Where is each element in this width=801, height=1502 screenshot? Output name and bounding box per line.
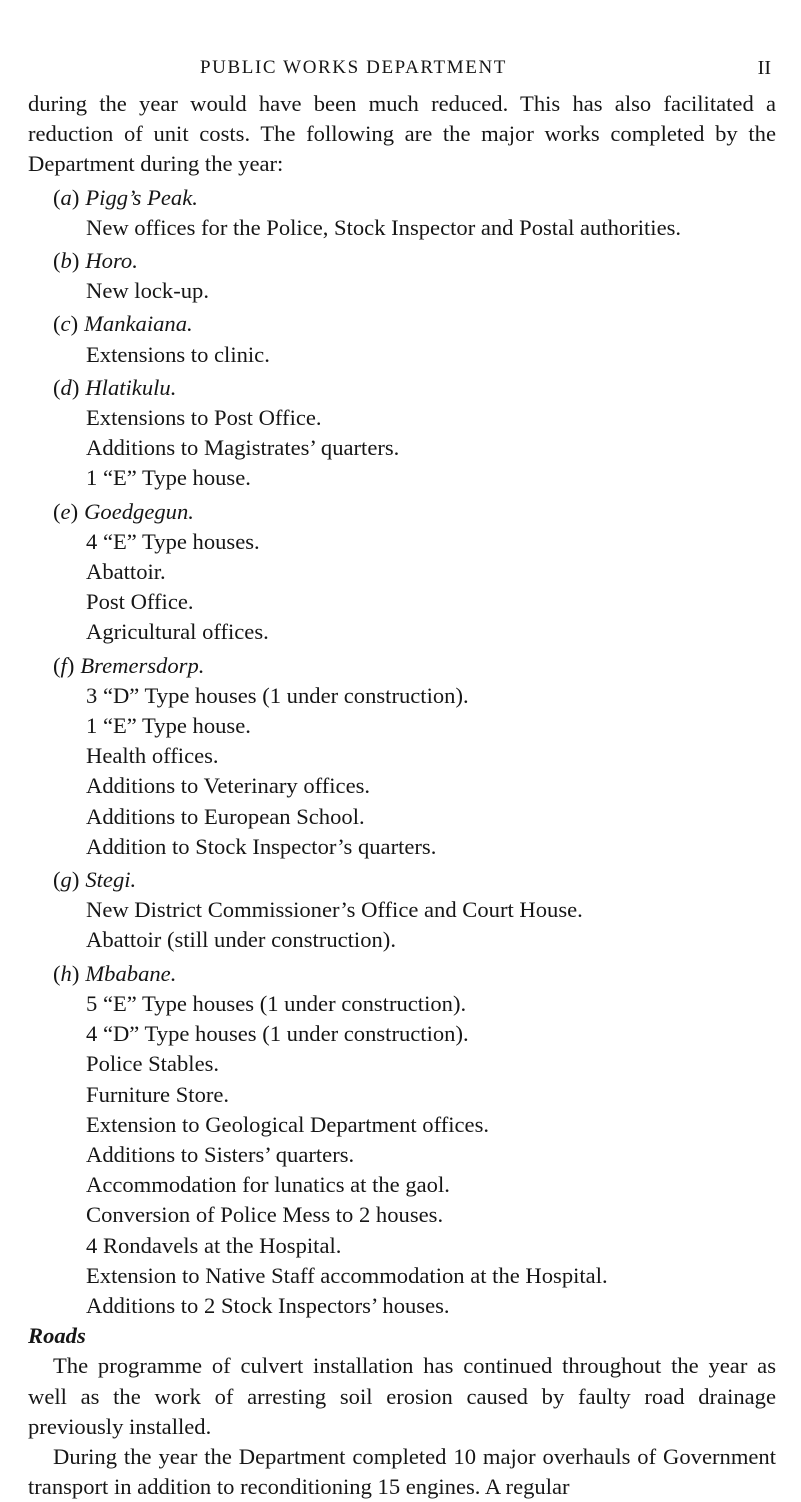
works-entry-place: Horo.: [85, 248, 138, 274]
works-entry: [28, 651, 776, 862]
section-heading-roads: Roads: [28, 1323, 86, 1349]
works-entry-label: (a): [53, 184, 80, 210]
works-entry-item: 1 “E” Type house.: [86, 713, 251, 739]
works-entry: [28, 246, 776, 306]
works-entry-item: Police Stables.: [86, 1051, 220, 1077]
works-entry: [28, 373, 776, 494]
works-entry-label: (h): [53, 960, 80, 986]
works-entry-item: New District Commissioner’s Office and Court House.: [86, 897, 583, 923]
works-entry-heading: [53, 183, 776, 213]
works-entry-place: Goedgegun.: [84, 498, 194, 524]
works-entry-item: Accommodation for lunatics at the gaol.: [86, 1172, 450, 1198]
works-entry-item: Post Office.: [86, 589, 194, 615]
roads-paragraph: The programme of culvert installation has continued throughout the year as well as the work of arresting soil erosion caused by faulty road drainage previously installed.: [28, 1353, 776, 1439]
works-entry-item: 4 “E” Type houses.: [86, 528, 260, 554]
works-entry-place: Hlatikulu.: [85, 374, 177, 400]
works-entry-item: Additions to European School.: [86, 803, 365, 829]
works-entry-place: Bremersdorp.: [80, 652, 205, 678]
works-entry-item: 1 “E” Type house.: [86, 465, 251, 491]
works-entry-label: (c): [53, 311, 79, 337]
intro-paragraph: during the year would have been much reduced. This has also facilitated a reduction of unit costs. The following are the major works completed by the Department during the year:: [28, 91, 776, 177]
works-entry-item: 4 Rondavels at the Hospital.: [86, 1232, 342, 1258]
works-entry-label: (g): [53, 867, 80, 893]
works-entry-item: Furniture Store.: [86, 1081, 230, 1107]
works-entry-letter: f: [60, 652, 67, 678]
works-entry-letter: b: [60, 248, 72, 274]
works-entry-heading: [53, 246, 776, 276]
works-entry-item: Extensions to clinic.: [86, 341, 270, 367]
works-entry-letter: g: [60, 867, 72, 893]
works-entry-place: Mankaiana.: [84, 311, 193, 337]
works-entry-heading: [53, 651, 776, 681]
works-entry-item: 3 “D” Type houses (1 under construction).: [86, 682, 469, 708]
works-entry-item: Additions to Veterinary offices.: [86, 773, 371, 799]
works-entry: [28, 183, 776, 243]
works-entry-place: Stegi.: [85, 867, 137, 893]
works-entry-item: Addition to Stock Inspector’s quarters.: [86, 833, 437, 859]
works-list: [28, 183, 776, 1322]
works-entry-item: New offices for the Police, Stock Inspector and Postal authorities.: [86, 214, 682, 240]
roads-paragraph: During the year the Department completed 10 major overhauls of Government transport in addition to reconditioning 15 engines. A regular: [28, 1443, 776, 1500]
works-entry: [28, 865, 776, 956]
works-entry-place: Mbabane.: [85, 960, 177, 986]
works-entry: [28, 497, 776, 648]
running-head: [0, 57, 801, 83]
works-entry-label: (d): [53, 374, 80, 400]
works-entry-heading: [53, 309, 776, 339]
works-entry-item: 5 “E” Type houses (1 under construction).: [86, 990, 467, 1016]
works-entry-item: Health offices.: [86, 743, 219, 769]
works-entry-letter: a: [60, 184, 72, 210]
works-entry-item: Extension to Geological Department offices.: [86, 1111, 490, 1137]
works-entry-item: Additions to Sisters’ quarters.: [86, 1141, 355, 1167]
works-entry-letter: c: [60, 311, 71, 337]
works-entry-place: Pigg’s Peak.: [85, 184, 198, 210]
works-entry: [28, 959, 776, 1321]
works-entry-letter: e: [60, 498, 71, 524]
works-entry-item: New lock-up.: [86, 278, 209, 304]
works-entry-label: (e): [53, 498, 79, 524]
works-entry-item: Abattoir.: [86, 559, 166, 585]
works-entry-item: Extension to Native Staff accommodation at the Hospital.: [86, 1262, 608, 1288]
works-entry-item: Additions to Magistrates’ quarters.: [86, 435, 400, 461]
works-entry: [28, 309, 776, 369]
works-entry-item: Agricultural offices.: [86, 619, 269, 645]
works-entry-letter: h: [60, 960, 72, 986]
works-entry-item: Extensions to Post Office.: [86, 405, 322, 431]
body-text: [28, 89, 776, 1502]
page-number: II: [757, 57, 771, 79]
works-entry-heading: [53, 497, 776, 527]
works-entry-item: Abattoir (still under construction).: [86, 927, 396, 953]
works-entry-label: (f): [53, 652, 75, 678]
running-title: PUBLIC WORKS DEPARTMENT: [200, 57, 507, 78]
works-entry-heading: [53, 865, 776, 895]
works-entry-item: Conversion of Police Mess to 2 houses.: [86, 1202, 444, 1228]
works-entry-item: 4 “D” Type houses (1 under construction).: [86, 1021, 469, 1047]
works-entry-label: (b): [53, 248, 80, 274]
works-entry-letter: d: [60, 374, 72, 400]
works-entry-heading: [53, 373, 776, 403]
works-entry-item: Additions to 2 Stock Inspectors’ houses.: [86, 1292, 450, 1318]
works-entry-heading: [53, 959, 776, 989]
